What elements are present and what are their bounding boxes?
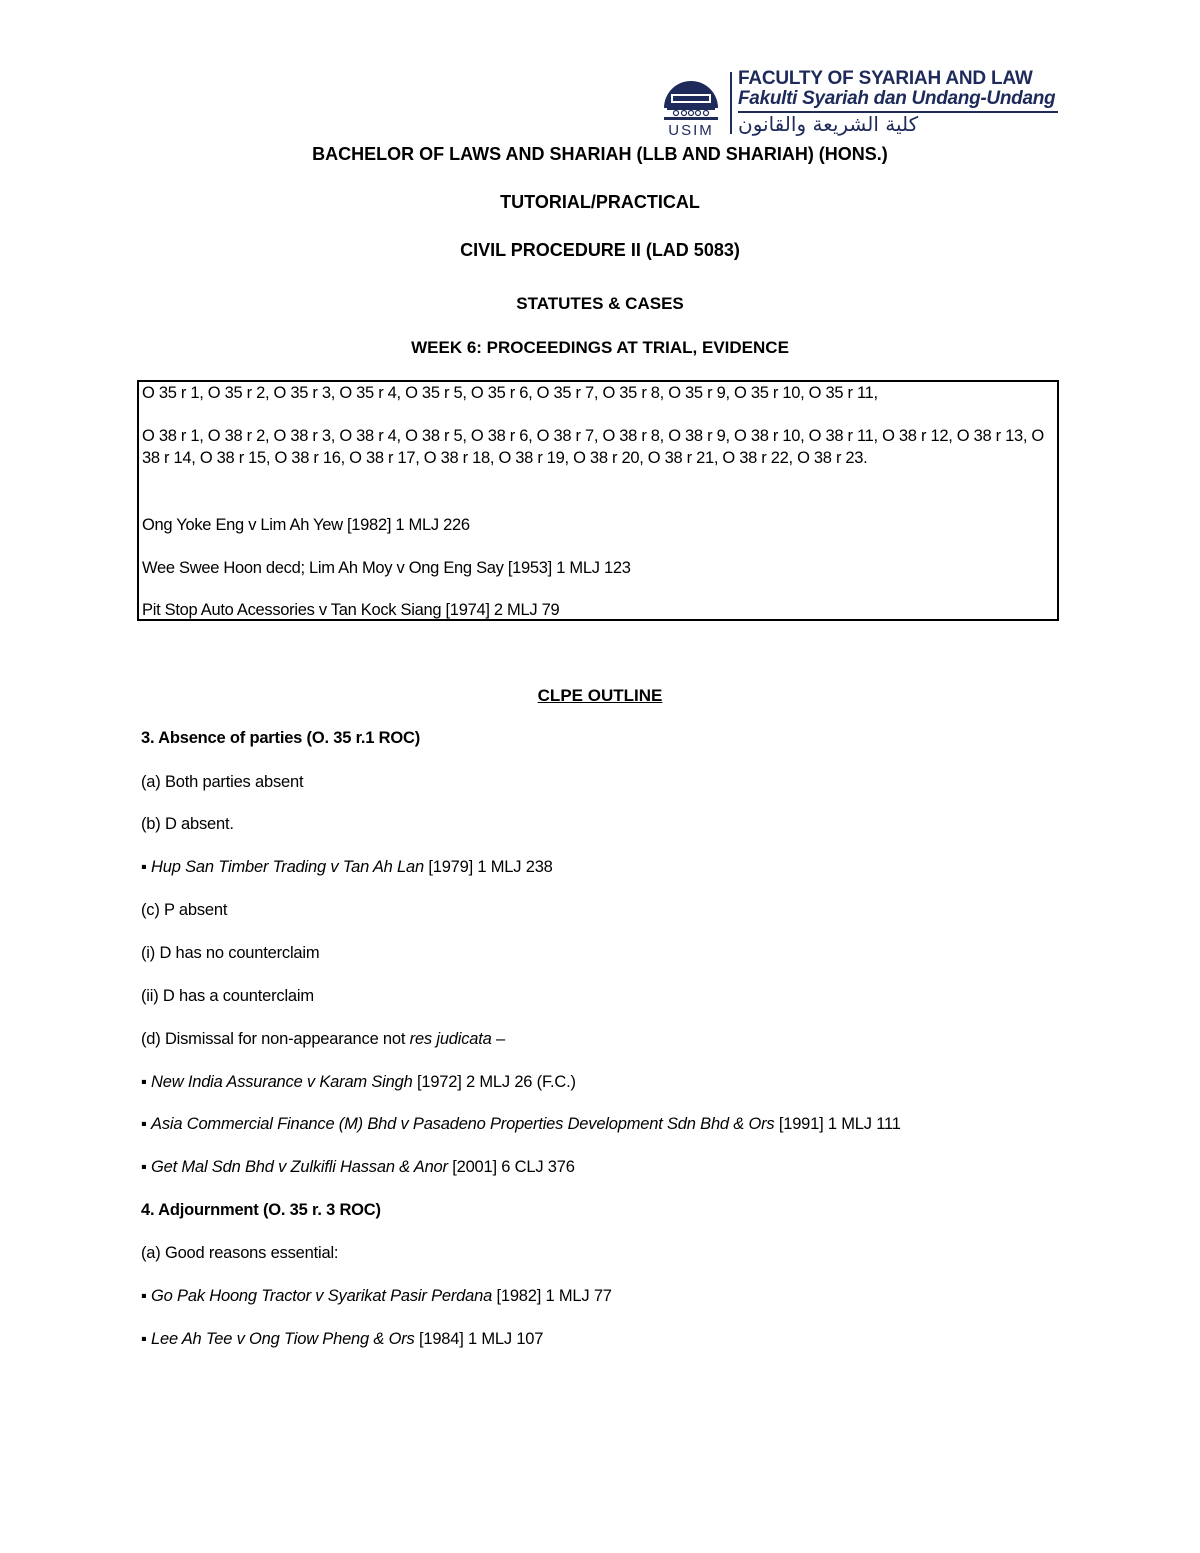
document-type: TUTORIAL/PRACTICAL <box>500 192 700 212</box>
case-item: Wee Swee Hoon decd; Lim Ah Moy v Ong Eng Say [1953] 1 MLJ 123 <box>142 559 631 577</box>
case-reference <box>141 1115 901 1134</box>
section-title: STATUTES & CASES <box>516 294 684 313</box>
outline-item: (b) D absent. <box>141 815 234 833</box>
usim-emblem-icon <box>658 68 724 138</box>
bullet: ▪ <box>141 1330 147 1348</box>
outline-title: CLPE OUTLINE <box>537 686 663 705</box>
case-name: Hup San Timber Trading v Tan Ah Lan <box>151 858 424 876</box>
bullet: ▪ <box>141 1287 147 1305</box>
section-3-heading: 3. Absence of parties (O. 35 r.1 ROC) <box>141 729 420 747</box>
programme-title: BACHELOR OF LAWS AND SHARIAH (LLB AND SHARIAH) (HONS.) <box>312 144 888 164</box>
outline-item: (a) Both parties absent <box>141 773 304 791</box>
case-reference <box>141 1073 576 1092</box>
faculty-name-ms: Fakulti Syariah dan Undang-Undang <box>738 88 1056 109</box>
case-name: New India Assurance v Karam Singh <box>151 1073 413 1091</box>
case-citation: [2001] 6 CLJ 376 <box>452 1158 575 1176</box>
dash: – <box>496 1030 506 1048</box>
outline-item: (c) P absent <box>141 901 228 919</box>
case-name: Lee Ah Tee v Ong Tiow Pheng & Ors <box>151 1330 415 1348</box>
statutes-cases-box <box>137 380 1059 621</box>
logo-divider <box>730 72 732 134</box>
order-38-rules: O 38 r 1, O 38 r 2, O 38 r 3, O 38 r 4, O 38 r 5, O 38 r 6, O 38 r 7, O 38 r 8, O 38 r 9, O 38 r 10, O 38 r 11, O 38 r 12, O 38 r 13, O 38 r 14, O 38 r 15, O 38 r 16, O 38 r 17, O 38 r 18, O 38 r 19, O 38 r 20, O 38 r 21, O 38 r 22, O 38 r 23. <box>142 427 1044 467</box>
order-35-rules: O 35 r 1, O 35 r 2, O 35 r 3, O 35 r 4, O 35 r 5, O 35 r 6, O 35 r 7, O 35 r 8, O 35 r 9, O 35 r 10, O 35 r 11, <box>142 384 878 402</box>
outline-item: (i) D has no counterclaim <box>141 944 320 962</box>
faculty-logo <box>658 68 1060 138</box>
bullet: ▪ <box>141 1115 147 1133</box>
case-reference <box>141 858 553 877</box>
latin-term: res judicata <box>409 1030 492 1048</box>
svg-text:USIM: USIM <box>668 122 714 138</box>
faculty-name-en: FACULTY OF SYARIAH AND LAW <box>738 68 1033 89</box>
bullet: ▪ <box>141 1073 147 1091</box>
outline-item: (ii) D has a counterclaim <box>141 987 314 1005</box>
week-title: WEEK 6: PROCEEDINGS AT TRIAL, EVIDENCE <box>411 338 789 357</box>
case-citation: [1982] 1 MLJ 77 <box>496 1287 612 1305</box>
case-name: Get Mal Sdn Bhd v Zulkifli Hassan & Anor <box>151 1158 448 1176</box>
case-item: Pit Stop Auto Acessories v Tan Kock Siang [1974] 2 MLJ 79 <box>142 601 560 619</box>
case-reference <box>141 1287 612 1306</box>
bullet: ▪ <box>141 1158 147 1176</box>
case-item: Ong Yoke Eng v Lim Ah Yew [1982] 1 MLJ 226 <box>142 516 470 534</box>
section-4-heading: 4. Adjournment (O. 35 r. 3 ROC) <box>141 1201 381 1219</box>
case-reference <box>141 1158 575 1177</box>
bullet: ▪ <box>141 858 147 876</box>
outline-item: (a) Good reasons essential: <box>141 1244 339 1262</box>
item-text: (d) Dismissal for non-appearance not <box>141 1030 406 1048</box>
case-citation: [1979] 1 MLJ 238 <box>428 858 553 876</box>
faculty-name-ar: كلية الشريعة والقانون <box>738 112 919 136</box>
course-title: CIVIL PROCEDURE II (LAD 5083) <box>460 240 740 260</box>
case-citation: [1972] 2 MLJ 26 (F.C.) <box>416 1073 576 1091</box>
case-citation: [1984] 1 MLJ 107 <box>418 1330 544 1348</box>
case-reference <box>141 1330 543 1349</box>
case-name: Asia Commercial Finance (M) Bhd v Pasadeno Properties Development Sdn Bhd & Ors <box>151 1115 775 1133</box>
case-name: Go Pak Hoong Tractor v Syarikat Pasir Perdana <box>151 1287 493 1305</box>
outline-item <box>141 1030 505 1049</box>
case-citation: [1991] 1 MLJ 111 <box>778 1115 901 1133</box>
